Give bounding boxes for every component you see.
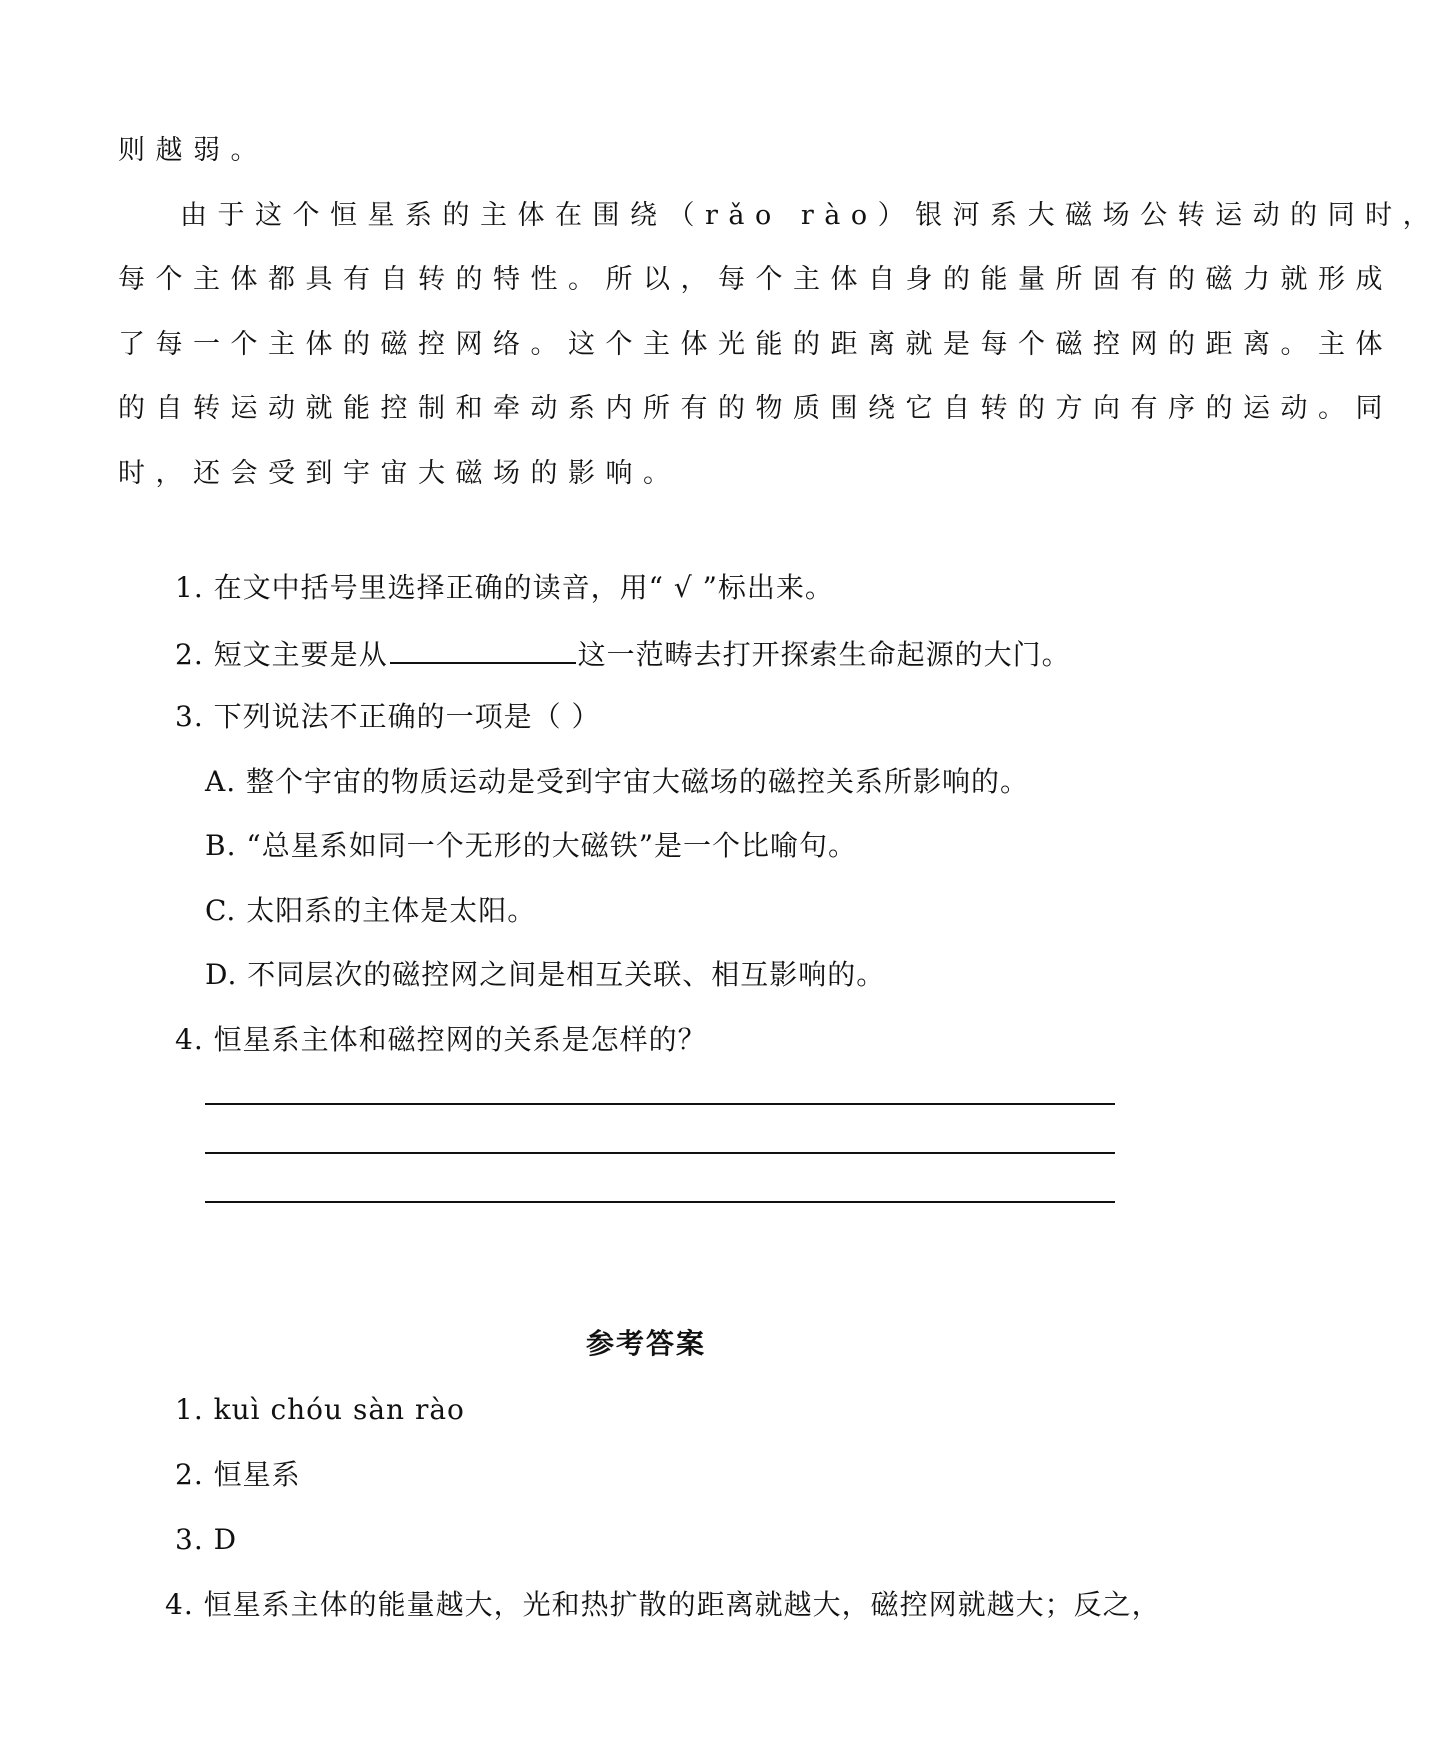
answer-2: 2. 恒星系 bbox=[175, 1458, 301, 1491]
passage-line: 了每一个主体的磁控网络。这个主体光能的距离就是每个磁控网的距离。主体 bbox=[118, 329, 1393, 360]
option-d: D. 不同层次的磁控网之间是相互关联、相互影响的。 bbox=[205, 958, 886, 991]
option-b: B. “总星系如同一个无形的大磁铁”是一个比喻句。 bbox=[205, 829, 858, 862]
answer-blank[interactable] bbox=[390, 638, 576, 664]
question-2 bbox=[175, 638, 1071, 669]
question-4: 4. 恒星系主体和磁控网的关系是怎样的？ bbox=[175, 1023, 707, 1056]
answer-3: 3. D bbox=[175, 1523, 238, 1556]
passage-line: 由于这个恒星系的主体在围绕（rǎo rào）银河系大磁场公转运动的同时， bbox=[180, 200, 1440, 231]
answer-1: 1. kuì chóu sàn rào bbox=[175, 1393, 465, 1426]
answer-line[interactable] bbox=[205, 1201, 1115, 1203]
passage-line: 时，还会受到宇宙大磁场的影响。 bbox=[118, 458, 681, 489]
passage-line: 的自转运动就能控制和牵动系内所有的物质围绕它自转的方向有序的运动。同 bbox=[118, 393, 1393, 424]
answer-line[interactable] bbox=[205, 1103, 1115, 1105]
answers-title: 参考答案 bbox=[586, 1327, 707, 1360]
passage-line: 每个主体都具有自转的特性。所以，每个主体自身的能量所固有的磁力就形成 bbox=[118, 264, 1393, 295]
question-1: 1. 在文中括号里选择正确的读音，用“ √ ”标出来。 bbox=[175, 571, 834, 604]
option-a: A. 整个宇宙的物质运动是受到宇宙大磁场的磁控关系所影响的。 bbox=[205, 765, 1030, 798]
answer-line[interactable] bbox=[205, 1152, 1115, 1154]
option-c: C. 太阳系的主体是太阳。 bbox=[205, 894, 537, 927]
question-2-prefix: 2. 短文主要是从 bbox=[175, 638, 388, 671]
answer-4: 4. 恒星系主体的能量越大，光和热扩散的距离就越大，磁控网就越大；反之， bbox=[165, 1588, 1161, 1621]
question-3: 3. 下列说法不正确的一项是（ ） bbox=[175, 700, 601, 733]
passage-line: 则越弱。 bbox=[118, 135, 268, 166]
question-2-suffix: 这一范畴去打开探索生命起源的大门。 bbox=[577, 638, 1071, 671]
